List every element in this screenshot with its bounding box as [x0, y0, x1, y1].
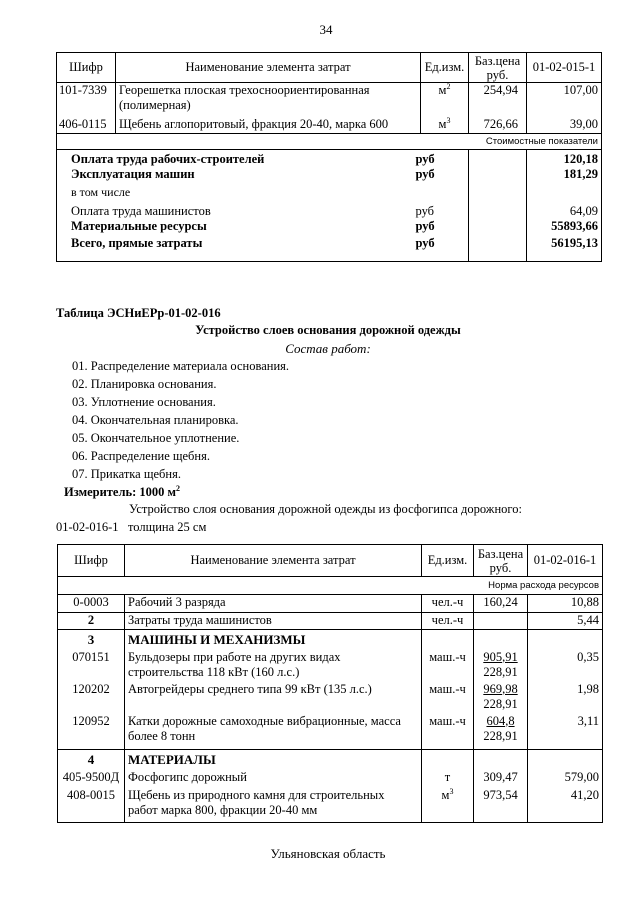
- row-code: 405-9500Д: [58, 770, 125, 788]
- work-item: 07. Прикатка щебня.: [72, 467, 181, 481]
- row-value: 5,44: [528, 613, 603, 630]
- cost-unit: руб: [413, 219, 469, 236]
- row-name: Бульдозеры при работе на других видах строительства 118 кВт (160 л.с.): [125, 650, 422, 682]
- row-unit: $м^3$: [422, 788, 474, 823]
- cost-summary-table: [56, 149, 602, 262]
- header-price-line2: руб.: [486, 67, 509, 82]
- cost-value: 181,29: [527, 167, 602, 185]
- cost-name: Оплата труда рабочих-строителей: [57, 149, 413, 167]
- header-norm: 01-02-015-1: [527, 53, 602, 83]
- row-value: 579,00: [528, 770, 603, 788]
- row-name: Катки дорожные самоходные вибрационные, масса более 8 тонн: [125, 714, 422, 750]
- table-row: [57, 219, 602, 236]
- cost-value: 64,09: [527, 201, 602, 219]
- work-item: 03. Уплотнение основания.: [72, 395, 216, 409]
- row-price: 254,94: [469, 83, 527, 117]
- row-unit: $м^2$: [421, 83, 469, 117]
- row-name: Рабочий 3 разряда: [125, 595, 422, 613]
- table-row: [57, 201, 602, 219]
- header-unit: Ед.изм.: [422, 545, 474, 577]
- row-value: 3,11: [528, 714, 603, 750]
- row-price: 604,8 228,91: [474, 714, 528, 750]
- cost-name: Оплата труда машинистов: [57, 201, 413, 219]
- description: Устройство слоя основания дорожной одежды из фосфогипса дорожного:: [129, 502, 522, 516]
- table-title: Таблица ЭСНиЕРр-01-02-016: [56, 306, 221, 320]
- work-item: 01. Распределение материала основания.: [72, 359, 290, 373]
- table-row: [58, 714, 603, 750]
- row-value: 0,35: [528, 650, 603, 682]
- row-name: Затраты труда машинистов: [125, 613, 422, 630]
- row-code: 408-0015: [58, 788, 125, 823]
- row-price: 905,91 228,91: [474, 650, 528, 682]
- cost-table-01-02-015: [56, 52, 602, 150]
- cost-unit: руб: [413, 149, 469, 167]
- table-row: [58, 788, 603, 823]
- row-price: 160,24: [474, 595, 528, 613]
- section-heading: Устройство слоев основания дорожной одежды: [195, 323, 461, 337]
- cost-name: Всего, прямые затраты: [57, 236, 413, 261]
- header-norm: 01-02-016-1: [528, 545, 603, 577]
- row-code: 2: [58, 613, 125, 630]
- row-value: 39,00: [527, 117, 602, 134]
- work-item: 05. Окончательное уплотнение.: [72, 431, 240, 445]
- works-list: [72, 357, 289, 483]
- row-name: Георешетка плоская трехосноориентированная (полимерная): [116, 83, 421, 117]
- row-code: 406-0115: [57, 117, 116, 134]
- table-row: [57, 83, 602, 117]
- cost-unit: руб: [413, 236, 469, 261]
- row-value: 10,88: [528, 595, 603, 613]
- table-row: [58, 613, 603, 630]
- row-price: 973,54: [474, 788, 528, 823]
- section-label-cost: Стоимостные показатели: [57, 134, 602, 150]
- variant-text: толщина 25 см: [128, 520, 207, 534]
- header-name: Наименование элемента затрат: [116, 53, 421, 83]
- table-row: [58, 682, 603, 714]
- header-unit: Ед.изм.: [421, 53, 469, 83]
- measure: Измеритель: 1000 $м^2$: [64, 483, 181, 499]
- cost-value: 56195,13: [527, 236, 602, 261]
- table-row: [57, 185, 602, 201]
- header-code: Шифр: [57, 53, 116, 83]
- cost-unit: руб: [413, 167, 469, 185]
- work-item: 02. Планировка основания.: [72, 377, 217, 391]
- row-price: [474, 613, 528, 630]
- section-code: 4: [58, 750, 125, 770]
- row-value: 1,98: [528, 682, 603, 714]
- row-price: 726,66: [469, 117, 527, 134]
- row-unit: $м^3$: [421, 117, 469, 134]
- table-row: [57, 167, 602, 185]
- row-value: 41,20: [528, 788, 603, 823]
- row-code: 101-7339: [57, 83, 116, 117]
- table-row: [57, 117, 602, 134]
- header-price-line2: руб.: [489, 560, 512, 575]
- row-price: 969,98 228,91: [474, 682, 528, 714]
- section-code: 3: [58, 630, 125, 650]
- header-code: Шифр: [58, 545, 125, 577]
- row-code: 0-0003: [58, 595, 125, 613]
- row-name: Фосфогипс дорожный: [125, 770, 422, 788]
- table-row: [57, 149, 602, 167]
- header-price: [469, 53, 527, 83]
- cost-name: в том числе: [57, 185, 413, 201]
- section-label-norm: Норма расхода ресурсов: [58, 577, 603, 595]
- row-unit: чел.-ч: [422, 613, 474, 630]
- header-price-line1: Баз.цена: [474, 53, 521, 68]
- header-price-line1: Баз.цена: [477, 546, 524, 561]
- machines-section-header: [58, 630, 603, 650]
- variant-code: 01-02-016-1: [56, 520, 119, 534]
- work-item: 04. Окончательная планировка.: [72, 413, 239, 427]
- row-value: 107,00: [527, 83, 602, 117]
- row-unit: т: [422, 770, 474, 788]
- table-row: [58, 770, 603, 788]
- row-unit: чел.-ч: [422, 595, 474, 613]
- row-code: 070151: [58, 650, 125, 682]
- section-title: МАШИНЫ И МЕХАНИЗМЫ: [125, 630, 422, 650]
- table-row: [57, 236, 602, 261]
- row-price: 309,47: [474, 770, 528, 788]
- row-name: Автогрейдеры среднего типа 99 кВт (135 л.с.): [125, 682, 422, 714]
- row-code: 120952: [58, 714, 125, 750]
- resource-table-01-02-016: [57, 544, 603, 823]
- row-name: Щебень из природного камня для строительных работ марка 800, фракции 20-40 мм: [125, 788, 422, 823]
- row-unit: маш.-ч: [422, 714, 474, 750]
- works-title: Состав работ:: [285, 341, 371, 356]
- header-name: Наименование элемента затрат: [125, 545, 422, 577]
- table-row: [58, 650, 603, 682]
- section-title: МАТЕРИАЛЫ: [125, 750, 422, 770]
- row-name: Щебень аглопоритовый, фракция 20-40, марка 600: [116, 117, 421, 134]
- header-price: [474, 545, 528, 577]
- cost-unit: руб: [413, 201, 469, 219]
- row-unit: маш.-ч: [422, 682, 474, 714]
- table-row: [58, 595, 603, 613]
- page-number: 34: [319, 22, 333, 37]
- cost-name: Материальные ресурсы: [57, 219, 413, 236]
- materials-section-header: [58, 750, 603, 770]
- footer-region: Ульяновская область: [270, 846, 386, 861]
- row-code: 120202: [58, 682, 125, 714]
- cost-value: 120,18: [527, 149, 602, 167]
- cost-value: 55893,66: [527, 219, 602, 236]
- cost-name: Эксплуатация машин: [57, 167, 413, 185]
- work-item: 06. Распределение щебня.: [72, 449, 210, 463]
- row-unit: маш.-ч: [422, 650, 474, 682]
